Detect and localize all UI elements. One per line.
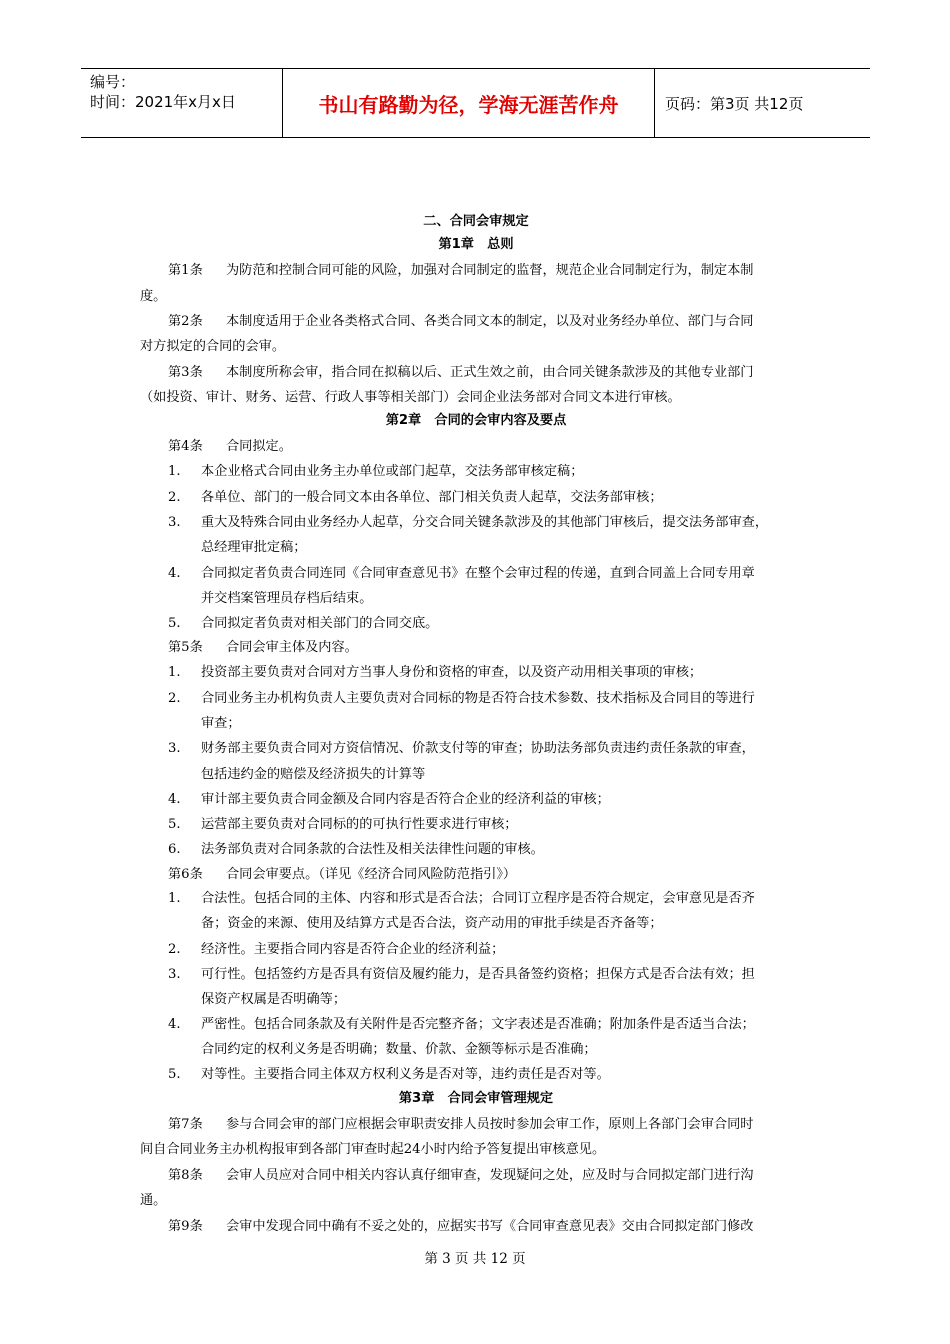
article-5-line: 第5条 合同会审主体及内容。 (168, 640, 358, 655)
list-item: 6. 法务部负责对合同条款的合法性及相关法律性问题的审核。 (168, 842, 544, 857)
header-info-cell (81, 69, 283, 137)
article-6-label: 第6条 (168, 867, 203, 882)
list-item: 2. 合同业务主办机构负责人主要负责对合同标的物是否符合技术参数、技术指标及合同目的等进行 (168, 691, 755, 706)
list-item: 5. 对等性。主要指合同主体双方权利义务是否对等，违约责任是否对等。 (168, 1067, 610, 1082)
list-item-continuation: 审查； (201, 716, 241, 731)
list-item: 4. 严密性。包括合同条款及有关附件是否完整齐备；文字表述是否准确；附加条件是否适当合法； (168, 1017, 755, 1032)
article-8-line-1: 第8条 会审人员应对合同中相关内容认真仔细审查，发现疑问之处，应及时与合同拟定部门进行沟 (168, 1168, 754, 1183)
page-footer: 第 3 页 共 12 页 (424, 1251, 526, 1267)
article-9-label: 第9条 (168, 1219, 203, 1234)
article-4-line: 第4条 合同拟定。 (168, 439, 292, 454)
header-page-info: 页码：第3页 共12页 (665, 94, 804, 113)
list-item-continuation: 包括违约金的赔偿及经济损失的计算等 (201, 767, 426, 782)
list-item-continuation: 备；资金的来源、使用及结算方式是否合法，资产动用的审批手续是否齐备等； (201, 916, 663, 931)
header-date-label: 时间：2021年x月x日 (90, 93, 236, 111)
list-item: 4. 审计部主要负责合同金额及合同内容是否符合企业的经济利益的审核； (168, 792, 610, 807)
chapter-2-title: 第2章 合同的会审内容及要点 (385, 413, 567, 428)
article-1-line-2: 度。 (140, 289, 167, 304)
article-2-line-1: 第2条 本制度适用于企业各类格式合同、各类合同文本的制定，以及对业务经办单位、部门与合同 (168, 314, 754, 329)
article-1-line-1: 第1条 为防范和控制合同可能的风险，加强对合同制定的监督，规范企业合同制定行为，制定本制 (168, 263, 754, 278)
article-2-line-2: 对方拟定的合同的会审。 (140, 339, 286, 354)
article-7-line-1: 第7条 参与合同会审的部门应根据会审职责安排人员按时参加会审工作，原则上各部门会审合同时 (168, 1117, 754, 1132)
list-item: 3. 重大及特殊合同由业务经办人起草，分交合同关键条款涉及的其他部门审核后，提交法务部审查， (168, 515, 769, 530)
article-6-line: 第6条 合同会审要点。（详见《经济合同风险防范指引》） (168, 867, 517, 882)
list-item-continuation: 合同约定的权利义务是否明确；数量、价款、金额等标示是否准确； (201, 1042, 597, 1057)
article-3-line-1: 第3条 本制度所称会审，指合同在拟稿以后、正式生效之前，由合同关键条款涉及的其他专业部门 (168, 365, 754, 380)
list-item: 2. 各单位、部门的一般合同文本由各单位、部门相关负责人起草，交法务部审核； (168, 490, 663, 505)
list-item: 5. 合同拟定者负责对相关部门的合同交底。 (168, 616, 439, 631)
list-item: 4. 合同拟定者负责合同连同《合同审查意见书》在整个会审过程的传递，直到合同盖上合同专用章 (168, 566, 755, 581)
list-item: 3. 财务部主要负责合同对方资信情况、价款支付等的审查；协助法务部负责违约责任条款的审查， (168, 741, 755, 756)
article-5-label: 第5条 (168, 640, 203, 655)
list-item-continuation: 保资产权属是否明确等； (201, 992, 347, 1007)
article-7-label: 第7条 (168, 1117, 203, 1132)
list-item: 5. 运营部主要负责对合同标的的可执行性要求进行审核； (168, 817, 518, 832)
page-header (81, 68, 870, 138)
article-2-label: 第2条 (168, 314, 203, 329)
article-4-label: 第4条 (168, 439, 203, 454)
list-item-continuation: 总经理审批定稿； (201, 540, 307, 555)
article-9-line-1: 第9条 会审中发现合同中确有不妥之处的，应据实书写《合同审查意见表》交由合同拟定部门修改 (168, 1219, 754, 1234)
article-3-label: 第3条 (168, 365, 203, 380)
chapter-1-title: 第1章 总则 (438, 237, 514, 252)
header-motto: 书山有路勤为径，学海无涯苦作舟 (283, 69, 655, 137)
article-1-label: 第1条 (168, 263, 203, 278)
chapter-3-title: 第3章 合同会审管理规定 (398, 1091, 554, 1106)
article-7-line-2: 间自合同业务主办机构报审到各部门审查时起24小时内给予答复提出审核意见。 (140, 1142, 606, 1157)
article-3-line-2: （如投资、审计、财务、运营、行政人事等相关部门）会同企业法务部对合同文本进行审核。 (140, 390, 681, 405)
section-title: 二、合同会审规定 (423, 214, 529, 229)
list-item: 1. 投资部主要负责对合同对方当事人身份和资格的审查，以及资产动用相关事项的审核； (168, 665, 703, 680)
list-item-continuation: 并交档案管理员存档后结束。 (201, 591, 373, 606)
list-item: 2. 经济性。主要指合同内容是否符合企业的经济利益； (168, 942, 505, 957)
article-8-line-2: 通。 (140, 1193, 167, 1208)
list-item: 3. 可行性。包括签约方是否具有资信及履约能力，是否具备签约资格；担保方式是否合法有效；担 (168, 967, 755, 982)
list-item: 1. 本企业格式合同由业务主办单位或部门起草，交法务部审核定稿； (168, 464, 584, 479)
header-number-label: 编号： (90, 73, 136, 91)
article-8-label: 第8条 (168, 1168, 203, 1183)
list-item: 1. 合法性。包括合同的主体、内容和形式是否合法；合同订立程序是否符合规定，会审意见是否齐 (168, 891, 755, 906)
